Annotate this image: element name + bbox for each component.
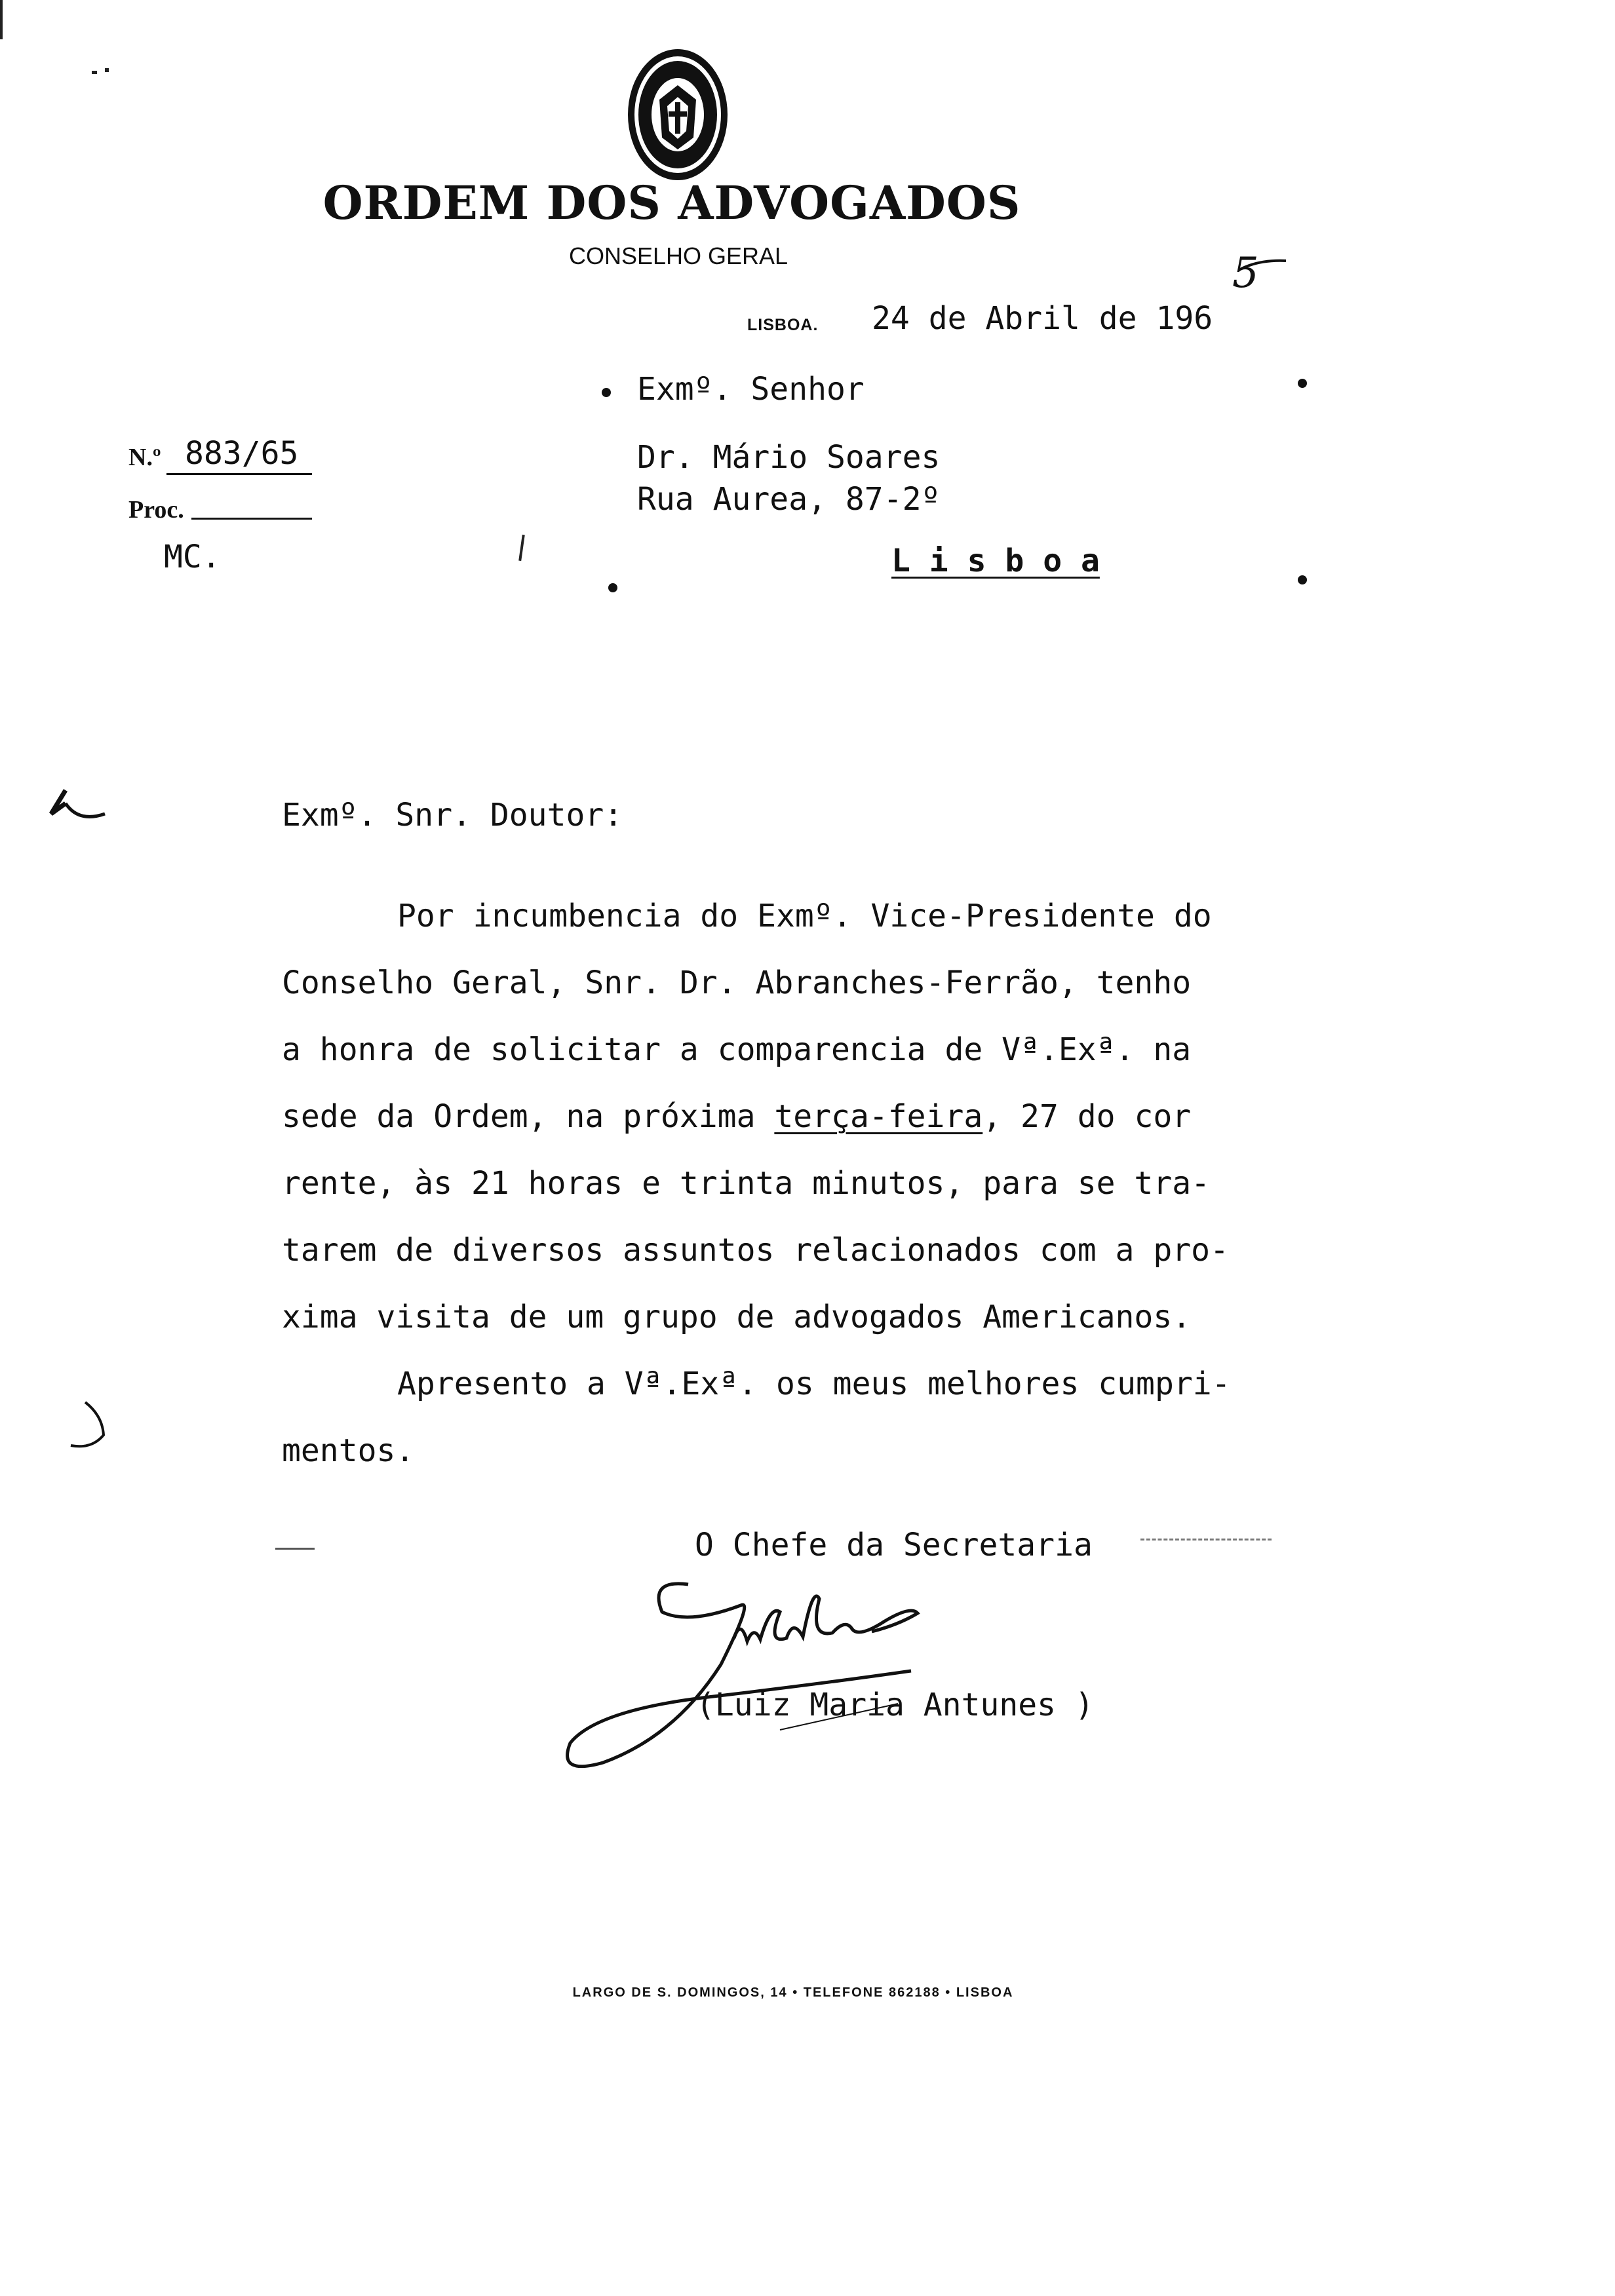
seal-emblem-icon — [625, 46, 730, 183]
paragraph-1-line-5: rente, às 21 horas e trinta minutos, para se tra- — [282, 1165, 1211, 1202]
handwritten-stroke-icon — [1232, 256, 1291, 275]
greeting: Exmº. Snr. Doutor: — [282, 797, 623, 833]
window-mark-dot — [1298, 379, 1307, 388]
recipient-name: Dr. Mário Soares — [637, 439, 941, 476]
paper-edge — [0, 0, 3, 39]
reference-number-value: 883/65 — [185, 435, 299, 472]
weekday-underlined: terça-feira — [774, 1098, 983, 1135]
window-mark-dot — [602, 388, 611, 397]
window-mark-dot — [1298, 575, 1307, 584]
reference-initials: MC. — [164, 539, 221, 575]
paragraph-1-line-1: Por incumbencia do Exmº. Vice-Presidente do — [397, 898, 1212, 934]
paper-speck — [105, 68, 109, 72]
recipient-salutation: Exmº. Senhor — [637, 371, 865, 408]
letter-date: 24 de Abril de 196 — [872, 300, 1213, 337]
date-city-label: LISBOA. — [747, 316, 819, 334]
council-name: CONSELHO GERAL — [568, 242, 788, 269]
reference-number-underline — [166, 473, 312, 475]
paragraph-1-line-2: Conselho Geral, Snr. Dr. Abranches-Ferrão, tenho — [282, 965, 1192, 1001]
faint-dash — [275, 1548, 315, 1550]
paragraph-2-line-2: mentos. — [282, 1432, 415, 1469]
signature-icon — [544, 1566, 1068, 1789]
closing-title: O Chefe da Secretaria — [695, 1527, 1093, 1563]
window-mark-dot — [608, 583, 617, 592]
proc-field-underline — [191, 518, 312, 520]
organization-name: ORDEM DOS ADVOGADOS — [322, 176, 1021, 230]
paragraph-1-line-4-start: sede da Ordem, na próxima — [282, 1098, 775, 1135]
paragraph-1-line-7: xima visita de um grupo de advogados Americanos. — [282, 1299, 1192, 1335]
hole-punch-mark-icon — [66, 1396, 111, 1455]
paragraph-1-line-3: a honra de solicitar a comparencia de Vª.Exª. na — [282, 1031, 1192, 1068]
paper-speck — [518, 535, 525, 561]
handwritten-year-digit: 5 — [1232, 249, 1259, 297]
paragraph-2-line-1: Apresento a Vª.Exª. os meus melhores cumpri- — [397, 1366, 1231, 1402]
paragraph-1-line-6: tarem de diversos assuntos relacionados com a pro- — [282, 1232, 1229, 1269]
paper-speck — [92, 71, 97, 74]
recipient-city: L i s b o a — [891, 543, 1100, 579]
faint-dash — [1140, 1539, 1272, 1540]
reference-number-label: N.º — [128, 444, 161, 471]
recipient-street: Rua Aurea, 87-2º — [637, 481, 941, 518]
paragraph-1-line-4-end: , 27 do cor — [983, 1098, 1192, 1135]
proc-label: Proc. — [128, 496, 184, 524]
signatory-name: (Luiz Maria Antunes ) — [696, 1687, 1094, 1723]
footer-address: LARGO DE S. DOMINGOS, 14 • TELEFONE 862188 • LISBOA — [572, 1985, 1014, 2000]
hole-punch-mark-icon — [39, 777, 111, 830]
paragraph-1-line-4 — [282, 1098, 1191, 1135]
